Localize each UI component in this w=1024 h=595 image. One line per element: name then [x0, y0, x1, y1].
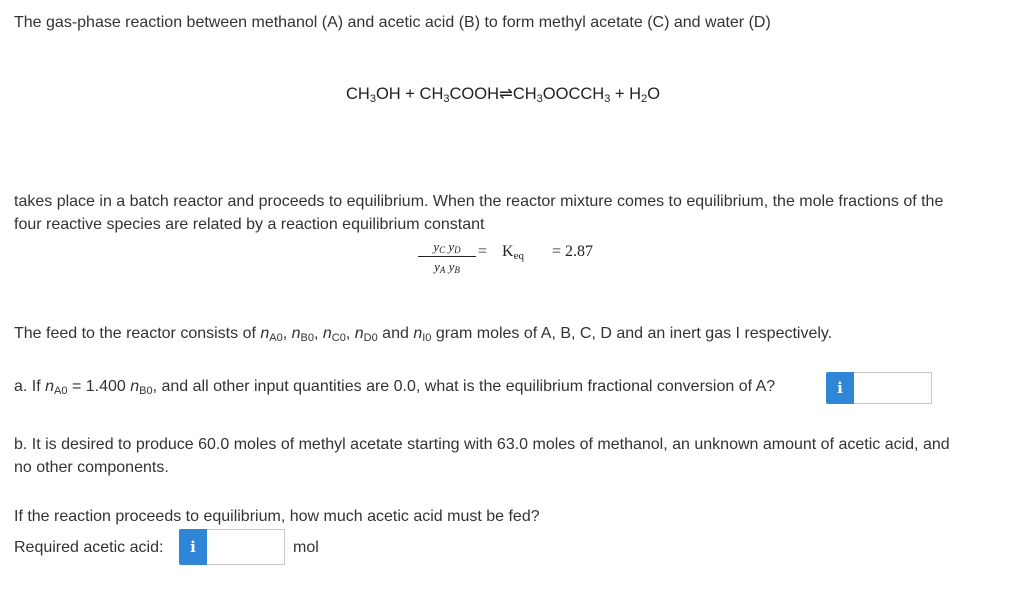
- description-line-2: four reactive species are related by a reaction equilibrium constant: [14, 216, 485, 233]
- reaction-equation: $CH_3OH$ + $CH_3COOH\rightleftharpoons CH_3OOCCH_3 + H_2O$: [346, 85, 661, 105]
- part-a-info-button[interactable]: i: [826, 372, 854, 404]
- water-formula: H: [629, 85, 642, 103]
- description-line-1: takes place in a batch reactor and proceeds to equilibrium. When the reactor mixture comes to equilibrium, the mole fractions of the: [14, 193, 944, 210]
- mole-fraction-ratio: $y_C$ $y_D$ $y_A$ $y_B$: [418, 238, 476, 275]
- part-b-info-button[interactable]: i: [179, 529, 207, 565]
- equals-sign: =: [478, 243, 488, 260]
- feed-text: The feed to the reactor consists of $n_{A0}$, $n_{B0}$, $n_{C0}$, $n_{D0}$ and $n_{I0}$ gram moles of A, B, C, D and an inert gas I respectively.: [14, 325, 833, 344]
- keq-symbol: $K_{eq}$: [502, 243, 524, 262]
- acetic-acid-input[interactable]: [207, 529, 285, 565]
- acetic-acid-formula: CH: [419, 85, 444, 103]
- part-b-question: If the reaction proceeds to equilibrium, how much acetic acid must be fed?: [14, 508, 540, 525]
- description-text: [14, 190, 943, 236]
- part-b-line-2: no other components.: [14, 459, 169, 476]
- equilibrium-arrow: ⇌: [499, 85, 513, 103]
- keq-value: = 2.87: [552, 243, 594, 260]
- methyl-acetate-formula: CH: [512, 85, 537, 103]
- methanol-formula: CH: [346, 85, 370, 103]
- part-b-line-1: b. It is desired to produce 60.0 moles of methyl acetate starting with 63.0 moles of methanol, an unknown amount of acetic acid, and: [14, 436, 950, 453]
- intro-text: The gas-phase reaction between methanol (A) and acetic acid (B) to form methyl acetate (C) and water (D): [14, 14, 771, 31]
- acetic-acid-label: Required acetic acid:: [14, 539, 164, 556]
- part-b-text: [14, 433, 950, 479]
- unit-label: mol: [293, 539, 319, 556]
- part-a-answer-input[interactable]: [854, 372, 932, 404]
- part-a-question: a. If $n_{A0} = 1.400$ $n_{B0}$, and all other input quantities are 0.0, what is the equilibrium fractional conversion of A?: [14, 378, 776, 397]
